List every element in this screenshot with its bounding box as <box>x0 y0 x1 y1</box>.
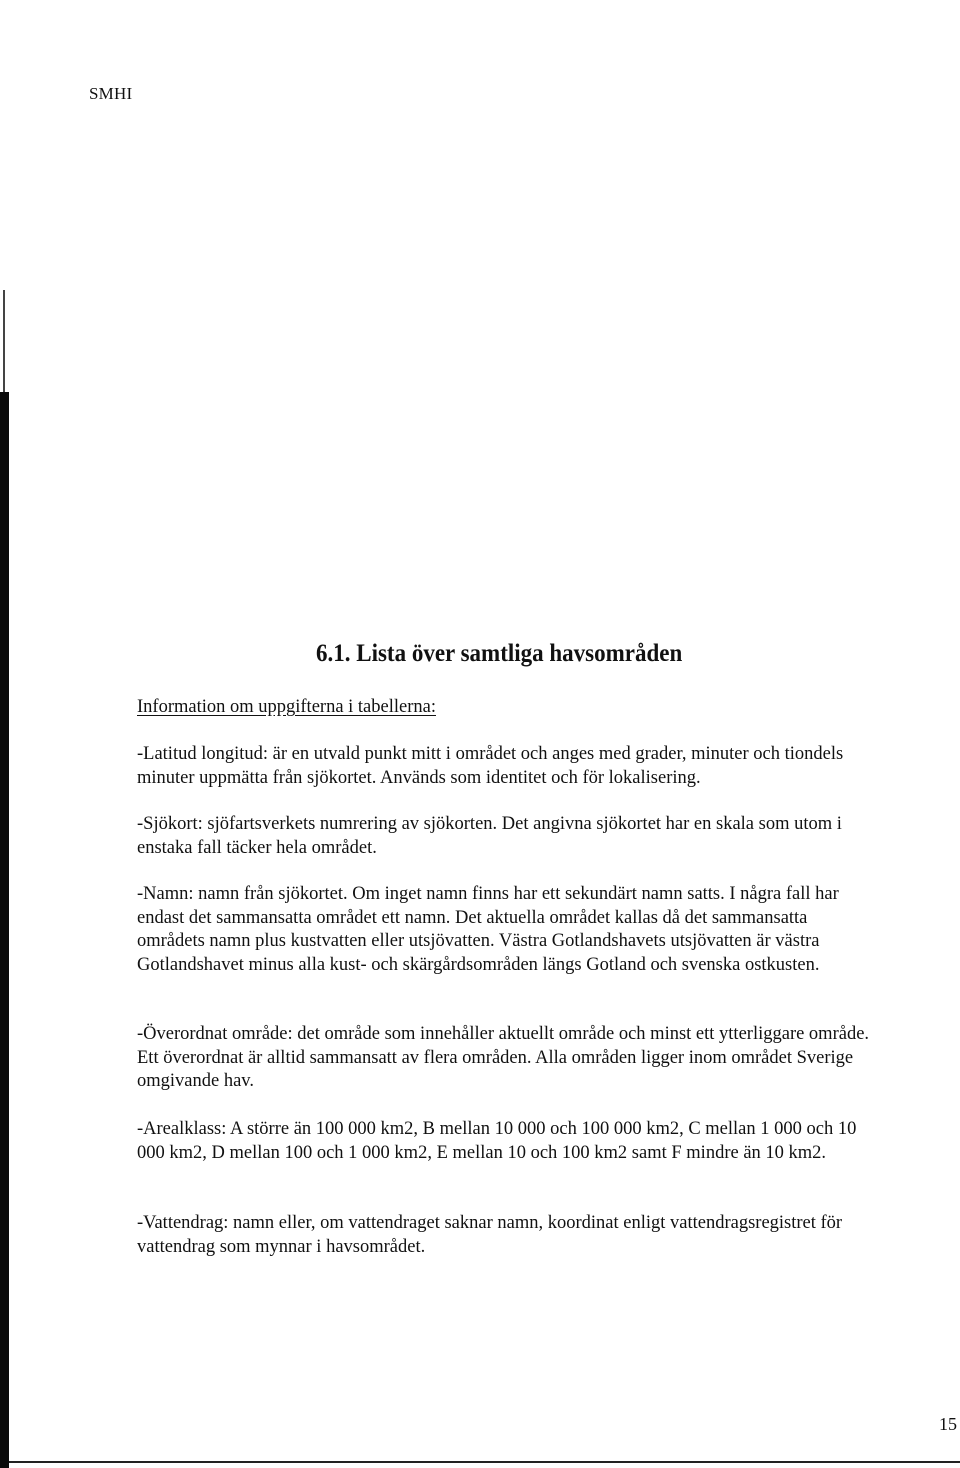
section-title: 6.1. Lista över samtliga havsområden <box>316 640 683 667</box>
scan-edge-thin <box>3 290 5 400</box>
paragraph-namn: -Namn: namn från sjökortet. Om inget namn finns har ett sekundärt namn satts. I några fall har endast det sammansatta området ett namn. Det aktuella området kallas då det sammansatta områdets namn plus kustvatten eller utsjövatten. Västra Gotlandshavets utsjövatten är västra Gotlandshavet minus alla kust- och skärgårdsområden längs Gotland och svenska ostkusten. <box>137 884 839 975</box>
paragraph-latitud-longitud: -Latitud longitud: är en utvald punkt mitt i området och anges med grader, minuter och tiondels minuter uppmätta från sjökortet. Används som identitet och för lokalisering. <box>137 744 844 788</box>
page-number: 15 <box>939 1414 957 1434</box>
paragraph-overordnat-omrade: -Överordnat område: det område som innehåller aktuellt område och minst ett ytterliggare område. Ett överordnat är alltid sammansatt av flera områden. Alla områden ligger inom området Sverige omgivande hav. <box>137 1024 870 1091</box>
page-header-org: SMHI <box>89 84 133 103</box>
scan-bottom-rule <box>9 1461 960 1463</box>
scan-edge-bar <box>0 392 9 1468</box>
paragraph-arealklass: -Arealklass: A större än 100 000 km2, B mellan 10 000 och 100 000 km2, C mellan 1 000 och 10 000 km2, D mellan 100 och 1 000 km2, E mellan 10 och 100 km2 samt F mindre än 10 km2. <box>137 1119 857 1163</box>
info-heading: Information om uppgifterna i tabellerna: <box>137 697 436 717</box>
paragraph-sjokort: -Sjökort: sjöfartsverkets numrering av sjökorten. Det angivna sjökortet har en skala som utom i enstaka fall täcker hela området. <box>137 814 842 858</box>
paragraph-vattendrag: -Vattendrag: namn eller, om vattendraget saknar namn, koordinat enligt vattendragsregistret för vattendrag som mynnar i havsområdet. <box>137 1213 843 1257</box>
